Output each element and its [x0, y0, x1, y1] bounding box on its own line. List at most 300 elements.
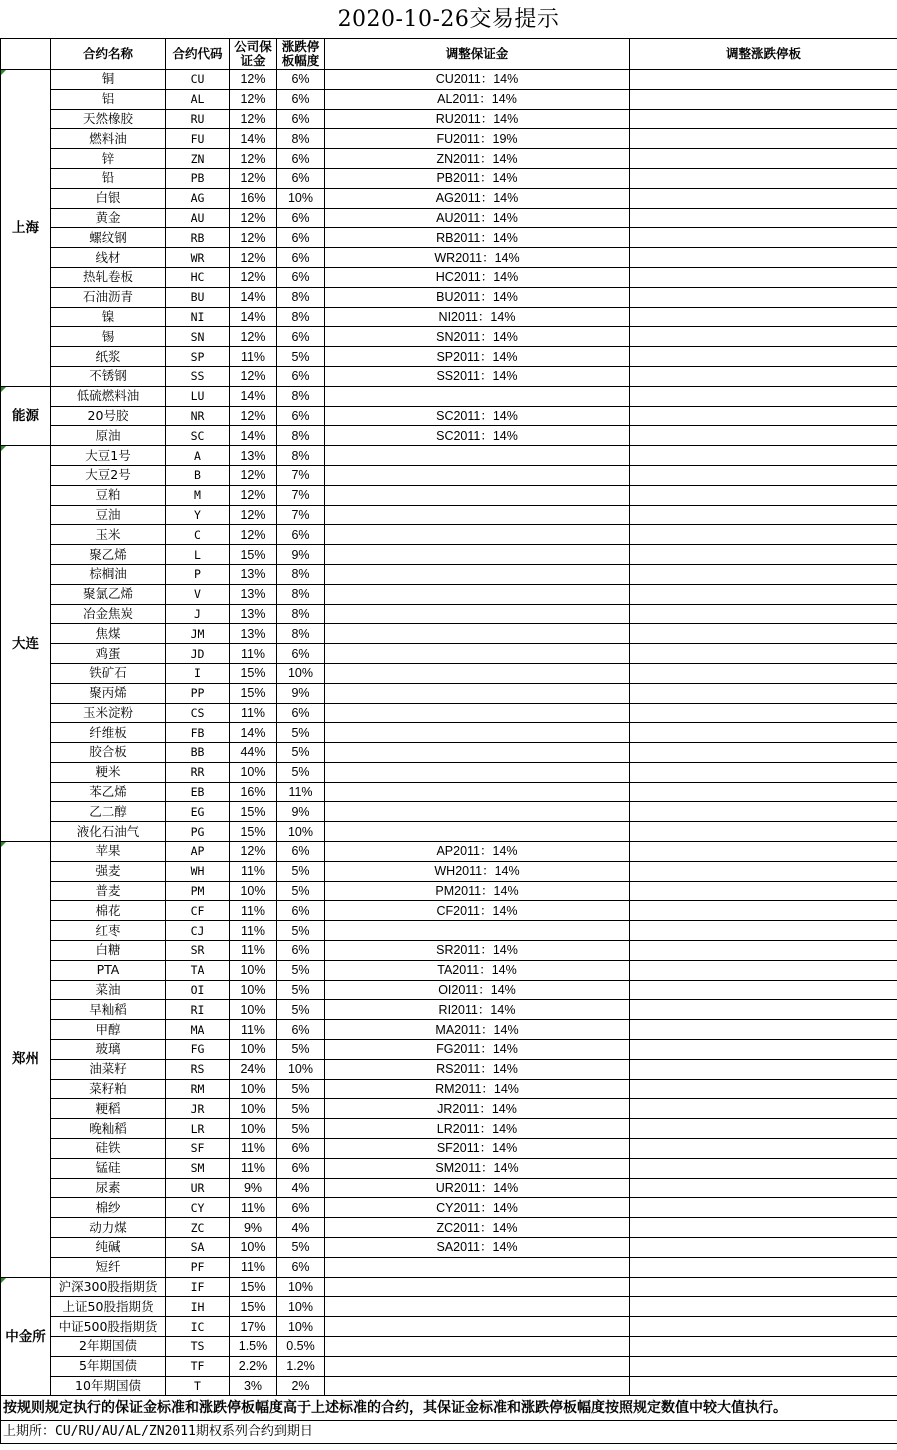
table-row: [1, 1158, 897, 1178]
company-margin-cell: 14%: [230, 723, 277, 743]
header-adjusted-margin: 调整保证金: [325, 39, 630, 70]
price-limit-cell: 5%: [277, 1000, 325, 1020]
price-limit-cell: 8%: [277, 386, 325, 406]
adjusted-limit-cell: [630, 723, 897, 743]
table-row: [1, 881, 897, 901]
price-limit-cell: 4%: [277, 1178, 325, 1198]
company-margin-cell: 11%: [230, 901, 277, 921]
adjusted-limit-cell: [630, 267, 897, 287]
contract-name-cell: 菜油: [51, 980, 166, 1000]
contract-code-cell: NI: [166, 307, 230, 327]
contract-code-cell: PM: [166, 881, 230, 901]
contract-name-cell: 豆油: [51, 505, 166, 525]
company-margin-cell: 15%: [230, 683, 277, 703]
company-margin-cell: 11%: [230, 347, 277, 367]
adjusted-margin-cell: AL2011：14%: [325, 89, 630, 109]
contract-code-cell: L: [166, 545, 230, 565]
contract-name-cell: 20号胶: [51, 406, 166, 426]
contract-name-cell: 上证50股指期货: [51, 1297, 166, 1317]
contract-code-cell: AU: [166, 208, 230, 228]
company-margin-cell: 12%: [230, 366, 277, 386]
table-row: [1, 149, 897, 169]
header-adjusted-limit: 调整涨跌停板: [630, 39, 897, 70]
contract-code-cell: AP: [166, 842, 230, 862]
contract-name-cell: 纤维板: [51, 723, 166, 743]
region-label: 大连: [1, 446, 51, 842]
company-margin-cell: 12%: [230, 89, 277, 109]
adjusted-limit-cell: [630, 465, 897, 485]
company-margin-cell: 14%: [230, 307, 277, 327]
contract-code-cell: RI: [166, 1000, 230, 1020]
adjusted-margin-cell: BU2011：14%: [325, 287, 630, 307]
contract-name-cell: 菜籽粕: [51, 1079, 166, 1099]
contract-name-cell: 鸡蛋: [51, 644, 166, 664]
contract-code-cell: FU: [166, 129, 230, 149]
price-limit-cell: 6%: [277, 267, 325, 287]
contract-code-cell: AG: [166, 188, 230, 208]
adjusted-limit-cell: [630, 525, 897, 545]
table-row: [1, 644, 897, 664]
table-row: [1, 762, 897, 782]
contract-code-cell: SC: [166, 426, 230, 446]
company-margin-cell: 12%: [230, 485, 277, 505]
contract-code-cell: SM: [166, 1158, 230, 1178]
adjusted-limit-cell: [630, 861, 897, 881]
contract-code-cell: OI: [166, 980, 230, 1000]
adjusted-margin-cell: [325, 1277, 630, 1297]
adjusted-limit-cell: [630, 1198, 897, 1218]
company-margin-cell: 11%: [230, 1139, 277, 1159]
company-margin-cell: 11%: [230, 703, 277, 723]
contract-code-cell: ZC: [166, 1218, 230, 1238]
contract-name-cell: 动力煤: [51, 1218, 166, 1238]
contract-code-cell: AL: [166, 89, 230, 109]
price-limit-cell: 6%: [277, 703, 325, 723]
contract-code-cell: JR: [166, 1099, 230, 1119]
adjusted-limit-cell: [630, 1297, 897, 1317]
region-label: 郑州: [1, 842, 51, 1278]
contract-code-cell: CS: [166, 703, 230, 723]
company-margin-cell: 15%: [230, 1297, 277, 1317]
contract-code-cell: ZN: [166, 149, 230, 169]
adjusted-margin-cell: TA2011：14%: [325, 960, 630, 980]
contract-name-cell: 尿素: [51, 1178, 166, 1198]
adjusted-margin-cell: [325, 762, 630, 782]
contract-code-cell: EG: [166, 802, 230, 822]
price-limit-cell: 8%: [277, 287, 325, 307]
adjusted-margin-cell: MA2011：14%: [325, 1020, 630, 1040]
adjusted-limit-cell: [630, 406, 897, 426]
company-margin-cell: 12%: [230, 70, 277, 90]
adjusted-margin-cell: WR2011：14%: [325, 248, 630, 268]
contract-code-cell: SR: [166, 941, 230, 961]
price-limit-cell: 5%: [277, 743, 325, 763]
table-row: [1, 248, 897, 268]
price-limit-cell: 8%: [277, 564, 325, 584]
contract-name-cell: 原油: [51, 426, 166, 446]
adjusted-limit-cell: [630, 1376, 897, 1396]
company-margin-cell: 12%: [230, 248, 277, 268]
table-row: [1, 287, 897, 307]
price-limit-cell: 6%: [277, 406, 325, 426]
adjusted-margin-cell: SA2011：14%: [325, 1238, 630, 1258]
adjusted-margin-cell: [325, 723, 630, 743]
contract-name-cell: 大豆1号: [51, 446, 166, 466]
price-limit-cell: 6%: [277, 208, 325, 228]
price-limit-cell: 8%: [277, 624, 325, 644]
contract-code-cell: MA: [166, 1020, 230, 1040]
price-limit-cell: 6%: [277, 248, 325, 268]
contract-name-cell: 白糖: [51, 941, 166, 961]
company-margin-cell: 9%: [230, 1218, 277, 1238]
contract-code-cell: IH: [166, 1297, 230, 1317]
contract-name-cell: 硅铁: [51, 1139, 166, 1159]
price-limit-cell: 10%: [277, 822, 325, 842]
adjusted-margin-cell: [325, 683, 630, 703]
adjusted-margin-cell: FG2011：14%: [325, 1040, 630, 1060]
contract-code-cell: CJ: [166, 921, 230, 941]
adjusted-limit-cell: [630, 1178, 897, 1198]
price-limit-cell: 6%: [277, 941, 325, 961]
adjusted-margin-cell: [325, 446, 630, 466]
adjusted-limit-cell: [630, 743, 897, 763]
table-row: [1, 723, 897, 743]
contract-name-cell: 普麦: [51, 881, 166, 901]
adjusted-margin-cell: CY2011：14%: [325, 1198, 630, 1218]
contract-code-cell: PB: [166, 168, 230, 188]
adjusted-margin-cell: [325, 584, 630, 604]
company-margin-cell: 15%: [230, 822, 277, 842]
contract-code-cell: PP: [166, 683, 230, 703]
adjusted-limit-cell: [630, 604, 897, 624]
table-row: [1, 980, 897, 1000]
contract-code-cell: JM: [166, 624, 230, 644]
company-margin-cell: 12%: [230, 109, 277, 129]
company-margin-cell: 11%: [230, 1198, 277, 1218]
contract-code-cell: SN: [166, 327, 230, 347]
contract-name-cell: 乙二醇: [51, 802, 166, 822]
price-limit-cell: 9%: [277, 545, 325, 565]
adjusted-limit-cell: [630, 881, 897, 901]
contract-code-cell: FB: [166, 723, 230, 743]
adjusted-limit-cell: [630, 624, 897, 644]
contract-code-cell: IC: [166, 1317, 230, 1337]
adjusted-limit-cell: [630, 248, 897, 268]
adjusted-limit-cell: [630, 564, 897, 584]
contract-name-cell: 铝: [51, 89, 166, 109]
adjusted-margin-cell: SS2011：14%: [325, 366, 630, 386]
adjusted-margin-cell: SM2011：14%: [325, 1158, 630, 1178]
adjusted-margin-cell: SN2011：14%: [325, 327, 630, 347]
contract-name-cell: 天然橡胶: [51, 109, 166, 129]
company-margin-cell: 12%: [230, 267, 277, 287]
company-margin-cell: 16%: [230, 188, 277, 208]
contract-code-cell: TA: [166, 960, 230, 980]
price-limit-cell: 6%: [277, 644, 325, 664]
contract-code-cell: TF: [166, 1356, 230, 1376]
contract-name-cell: 中证500股指期货: [51, 1317, 166, 1337]
adjusted-margin-cell: OI2011：14%: [325, 980, 630, 1000]
contract-code-cell: PF: [166, 1257, 230, 1277]
adjusted-margin-cell: [325, 1317, 630, 1337]
price-limit-cell: 6%: [277, 1139, 325, 1159]
adjusted-limit-cell: [630, 1218, 897, 1238]
expiry-footnote: 上期所：CU/RU/AU/AL/ZN2011期权系列合约到期日: [1, 1421, 897, 1444]
company-margin-cell: 11%: [230, 644, 277, 664]
contract-code-cell: BB: [166, 743, 230, 763]
contract-name-cell: 聚丙烯: [51, 683, 166, 703]
contract-code-cell: WH: [166, 861, 230, 881]
table-row: [1, 941, 897, 961]
price-limit-cell: 6%: [277, 525, 325, 545]
contract-name-cell: 玉米淀粉: [51, 703, 166, 723]
table-row: [1, 485, 897, 505]
table-row: [1, 89, 897, 109]
contract-name-cell: 棕榈油: [51, 564, 166, 584]
adjusted-margin-cell: WH2011：14%: [325, 861, 630, 881]
contract-name-cell: 玻璃: [51, 1040, 166, 1060]
price-limit-cell: 5%: [277, 1099, 325, 1119]
company-margin-cell: 11%: [230, 941, 277, 961]
region-label: 中金所: [1, 1277, 51, 1396]
contract-code-cell: I: [166, 663, 230, 683]
table-row: [1, 960, 897, 980]
contract-name-cell: 石油沥青: [51, 287, 166, 307]
company-margin-cell: 9%: [230, 1178, 277, 1198]
price-limit-cell: 10%: [277, 1059, 325, 1079]
table-row: [1, 802, 897, 822]
contract-name-cell: 2年期国债: [51, 1337, 166, 1357]
contract-code-cell: EB: [166, 782, 230, 802]
price-limit-cell: 6%: [277, 327, 325, 347]
contract-code-cell: TS: [166, 1337, 230, 1357]
adjusted-limit-cell: [630, 446, 897, 466]
adjusted-margin-cell: LR2011：14%: [325, 1119, 630, 1139]
adjusted-margin-cell: [325, 525, 630, 545]
adjusted-margin-cell: RU2011：14%: [325, 109, 630, 129]
adjusted-limit-cell: [630, 149, 897, 169]
contract-code-cell: CU: [166, 70, 230, 90]
contract-code-cell: WR: [166, 248, 230, 268]
table-row: [1, 446, 897, 466]
adjusted-margin-cell: [325, 604, 630, 624]
contract-code-cell: BU: [166, 287, 230, 307]
contract-code-cell: SA: [166, 1238, 230, 1258]
price-limit-cell: 5%: [277, 762, 325, 782]
table-row: [1, 188, 897, 208]
company-margin-cell: 3%: [230, 1376, 277, 1396]
price-limit-cell: 10%: [277, 1277, 325, 1297]
contract-code-cell: NR: [166, 406, 230, 426]
table-row: [1, 129, 897, 149]
company-margin-cell: 10%: [230, 1079, 277, 1099]
adjusted-limit-cell: [630, 188, 897, 208]
adjusted-limit-cell: [630, 287, 897, 307]
table-row: [1, 426, 897, 446]
adjusted-limit-cell: [630, 822, 897, 842]
adjusted-margin-cell: [325, 1297, 630, 1317]
contract-name-cell: 液化石油气: [51, 822, 166, 842]
table-row: [1, 1257, 897, 1277]
adjusted-margin-cell: CU2011：14%: [325, 70, 630, 90]
company-margin-cell: 44%: [230, 743, 277, 763]
contract-name-cell: 聚氯乙烯: [51, 584, 166, 604]
table-row: [1, 1297, 897, 1317]
company-margin-cell: 14%: [230, 129, 277, 149]
adjusted-margin-cell: ZC2011：14%: [325, 1218, 630, 1238]
table-row: [1, 1376, 897, 1396]
table-row: [1, 1178, 897, 1198]
table-row: [1, 822, 897, 842]
adjusted-margin-cell: AU2011：14%: [325, 208, 630, 228]
adjusted-margin-cell: UR2011：14%: [325, 1178, 630, 1198]
table-row: [1, 1198, 897, 1218]
contract-code-cell: RR: [166, 762, 230, 782]
price-limit-cell: 8%: [277, 307, 325, 327]
price-limit-cell: 7%: [277, 505, 325, 525]
price-limit-cell: 5%: [277, 861, 325, 881]
adjusted-limit-cell: [630, 109, 897, 129]
company-margin-cell: 12%: [230, 149, 277, 169]
adjusted-limit-cell: [630, 901, 897, 921]
company-margin-cell: 15%: [230, 802, 277, 822]
contract-name-cell: 红枣: [51, 921, 166, 941]
price-limit-cell: 5%: [277, 980, 325, 1000]
table-row: [1, 109, 897, 129]
adjusted-limit-cell: [630, 762, 897, 782]
contract-name-cell: PTA: [51, 960, 166, 980]
price-limit-cell: 5%: [277, 723, 325, 743]
company-margin-cell: 15%: [230, 545, 277, 565]
table-row: [1, 70, 897, 90]
adjusted-margin-cell: [325, 465, 630, 485]
table-row: [1, 208, 897, 228]
contract-name-cell: 油菜籽: [51, 1059, 166, 1079]
company-margin-cell: 14%: [230, 287, 277, 307]
table-row: [1, 168, 897, 188]
company-margin-cell: 10%: [230, 980, 277, 1000]
adjusted-margin-cell: [325, 663, 630, 683]
price-limit-cell: 8%: [277, 426, 325, 446]
company-margin-cell: 15%: [230, 663, 277, 683]
contract-code-cell: LU: [166, 386, 230, 406]
contract-name-cell: 铜: [51, 70, 166, 90]
contract-code-cell: M: [166, 485, 230, 505]
contract-name-cell: 甲醇: [51, 1020, 166, 1040]
table-row: [1, 1337, 897, 1357]
company-margin-cell: 14%: [230, 386, 277, 406]
adjusted-limit-cell: [630, 584, 897, 604]
table-row: [1, 703, 897, 723]
contract-code-cell: IF: [166, 1277, 230, 1297]
contract-name-cell: 线材: [51, 248, 166, 268]
table-row: [1, 267, 897, 287]
adjusted-margin-cell: [325, 485, 630, 505]
adjusted-margin-cell: CF2011：14%: [325, 901, 630, 921]
company-margin-cell: 12%: [230, 208, 277, 228]
company-margin-cell: 13%: [230, 584, 277, 604]
price-limit-cell: 8%: [277, 446, 325, 466]
adjusted-limit-cell: [630, 782, 897, 802]
contract-name-cell: 白银: [51, 188, 166, 208]
price-limit-cell: 5%: [277, 1079, 325, 1099]
table-row: [1, 228, 897, 248]
price-limit-cell: 7%: [277, 485, 325, 505]
company-margin-cell: 2.2%: [230, 1356, 277, 1376]
contract-name-cell: 锡: [51, 327, 166, 347]
rule-note: 按规则规定执行的保证金标准和涨跌停板幅度高于上述标准的合约，其保证金标准和涨跌停板幅度按照规定数值中较大值执行。: [1, 1396, 897, 1421]
price-limit-cell: 2%: [277, 1376, 325, 1396]
region-label: 上海: [1, 70, 51, 387]
footnote-row: [1, 1421, 897, 1444]
table-row: [1, 1040, 897, 1060]
adjusted-margin-cell: SF2011：14%: [325, 1139, 630, 1159]
contract-name-cell: 燃料油: [51, 129, 166, 149]
company-margin-cell: 12%: [230, 228, 277, 248]
contract-name-cell: 大豆2号: [51, 465, 166, 485]
adjusted-margin-cell: RB2011：14%: [325, 228, 630, 248]
company-margin-cell: 10%: [230, 881, 277, 901]
trading-notice-table: [0, 38, 897, 1444]
contract-code-cell: P: [166, 564, 230, 584]
adjusted-limit-cell: [630, 70, 897, 90]
contract-code-cell: J: [166, 604, 230, 624]
adjusted-margin-cell: HC2011：14%: [325, 267, 630, 287]
table-row: [1, 1238, 897, 1258]
adjusted-limit-cell: [630, 129, 897, 149]
contract-name-cell: 沪深300股指期货: [51, 1277, 166, 1297]
contract-code-cell: LR: [166, 1119, 230, 1139]
table-row: [1, 1218, 897, 1238]
contract-name-cell: 粳米: [51, 762, 166, 782]
adjusted-limit-cell: [630, 1000, 897, 1020]
price-limit-cell: 8%: [277, 604, 325, 624]
table-row: [1, 465, 897, 485]
adjusted-limit-cell: [630, 228, 897, 248]
adjusted-limit-cell: [630, 683, 897, 703]
company-margin-cell: 11%: [230, 861, 277, 881]
contract-name-cell: 螺纹钢: [51, 228, 166, 248]
table-row: [1, 861, 897, 881]
table-row: [1, 1099, 897, 1119]
price-limit-cell: 6%: [277, 168, 325, 188]
table-row: [1, 1139, 897, 1159]
contract-name-cell: 铅: [51, 168, 166, 188]
price-limit-cell: 10%: [277, 188, 325, 208]
adjusted-margin-cell: SC2011：14%: [325, 406, 630, 426]
table-body: [1, 70, 897, 1396]
table-row: [1, 1119, 897, 1139]
adjusted-limit-cell: [630, 307, 897, 327]
table-row: [1, 1079, 897, 1099]
adjusted-limit-cell: [630, 1139, 897, 1159]
company-margin-cell: 10%: [230, 762, 277, 782]
company-margin-cell: 1.5%: [230, 1337, 277, 1357]
table-row: [1, 386, 897, 406]
price-limit-cell: 6%: [277, 149, 325, 169]
adjusted-limit-cell: [630, 208, 897, 228]
table-row: [1, 921, 897, 941]
adjusted-margin-cell: RS2011：14%: [325, 1059, 630, 1079]
price-limit-cell: 6%: [277, 228, 325, 248]
price-limit-cell: 5%: [277, 347, 325, 367]
price-limit-cell: 5%: [277, 1238, 325, 1258]
table-row: [1, 505, 897, 525]
price-limit-cell: 10%: [277, 1297, 325, 1317]
adjusted-margin-cell: [325, 703, 630, 723]
adjusted-margin-cell: [325, 505, 630, 525]
contract-code-cell: RM: [166, 1079, 230, 1099]
